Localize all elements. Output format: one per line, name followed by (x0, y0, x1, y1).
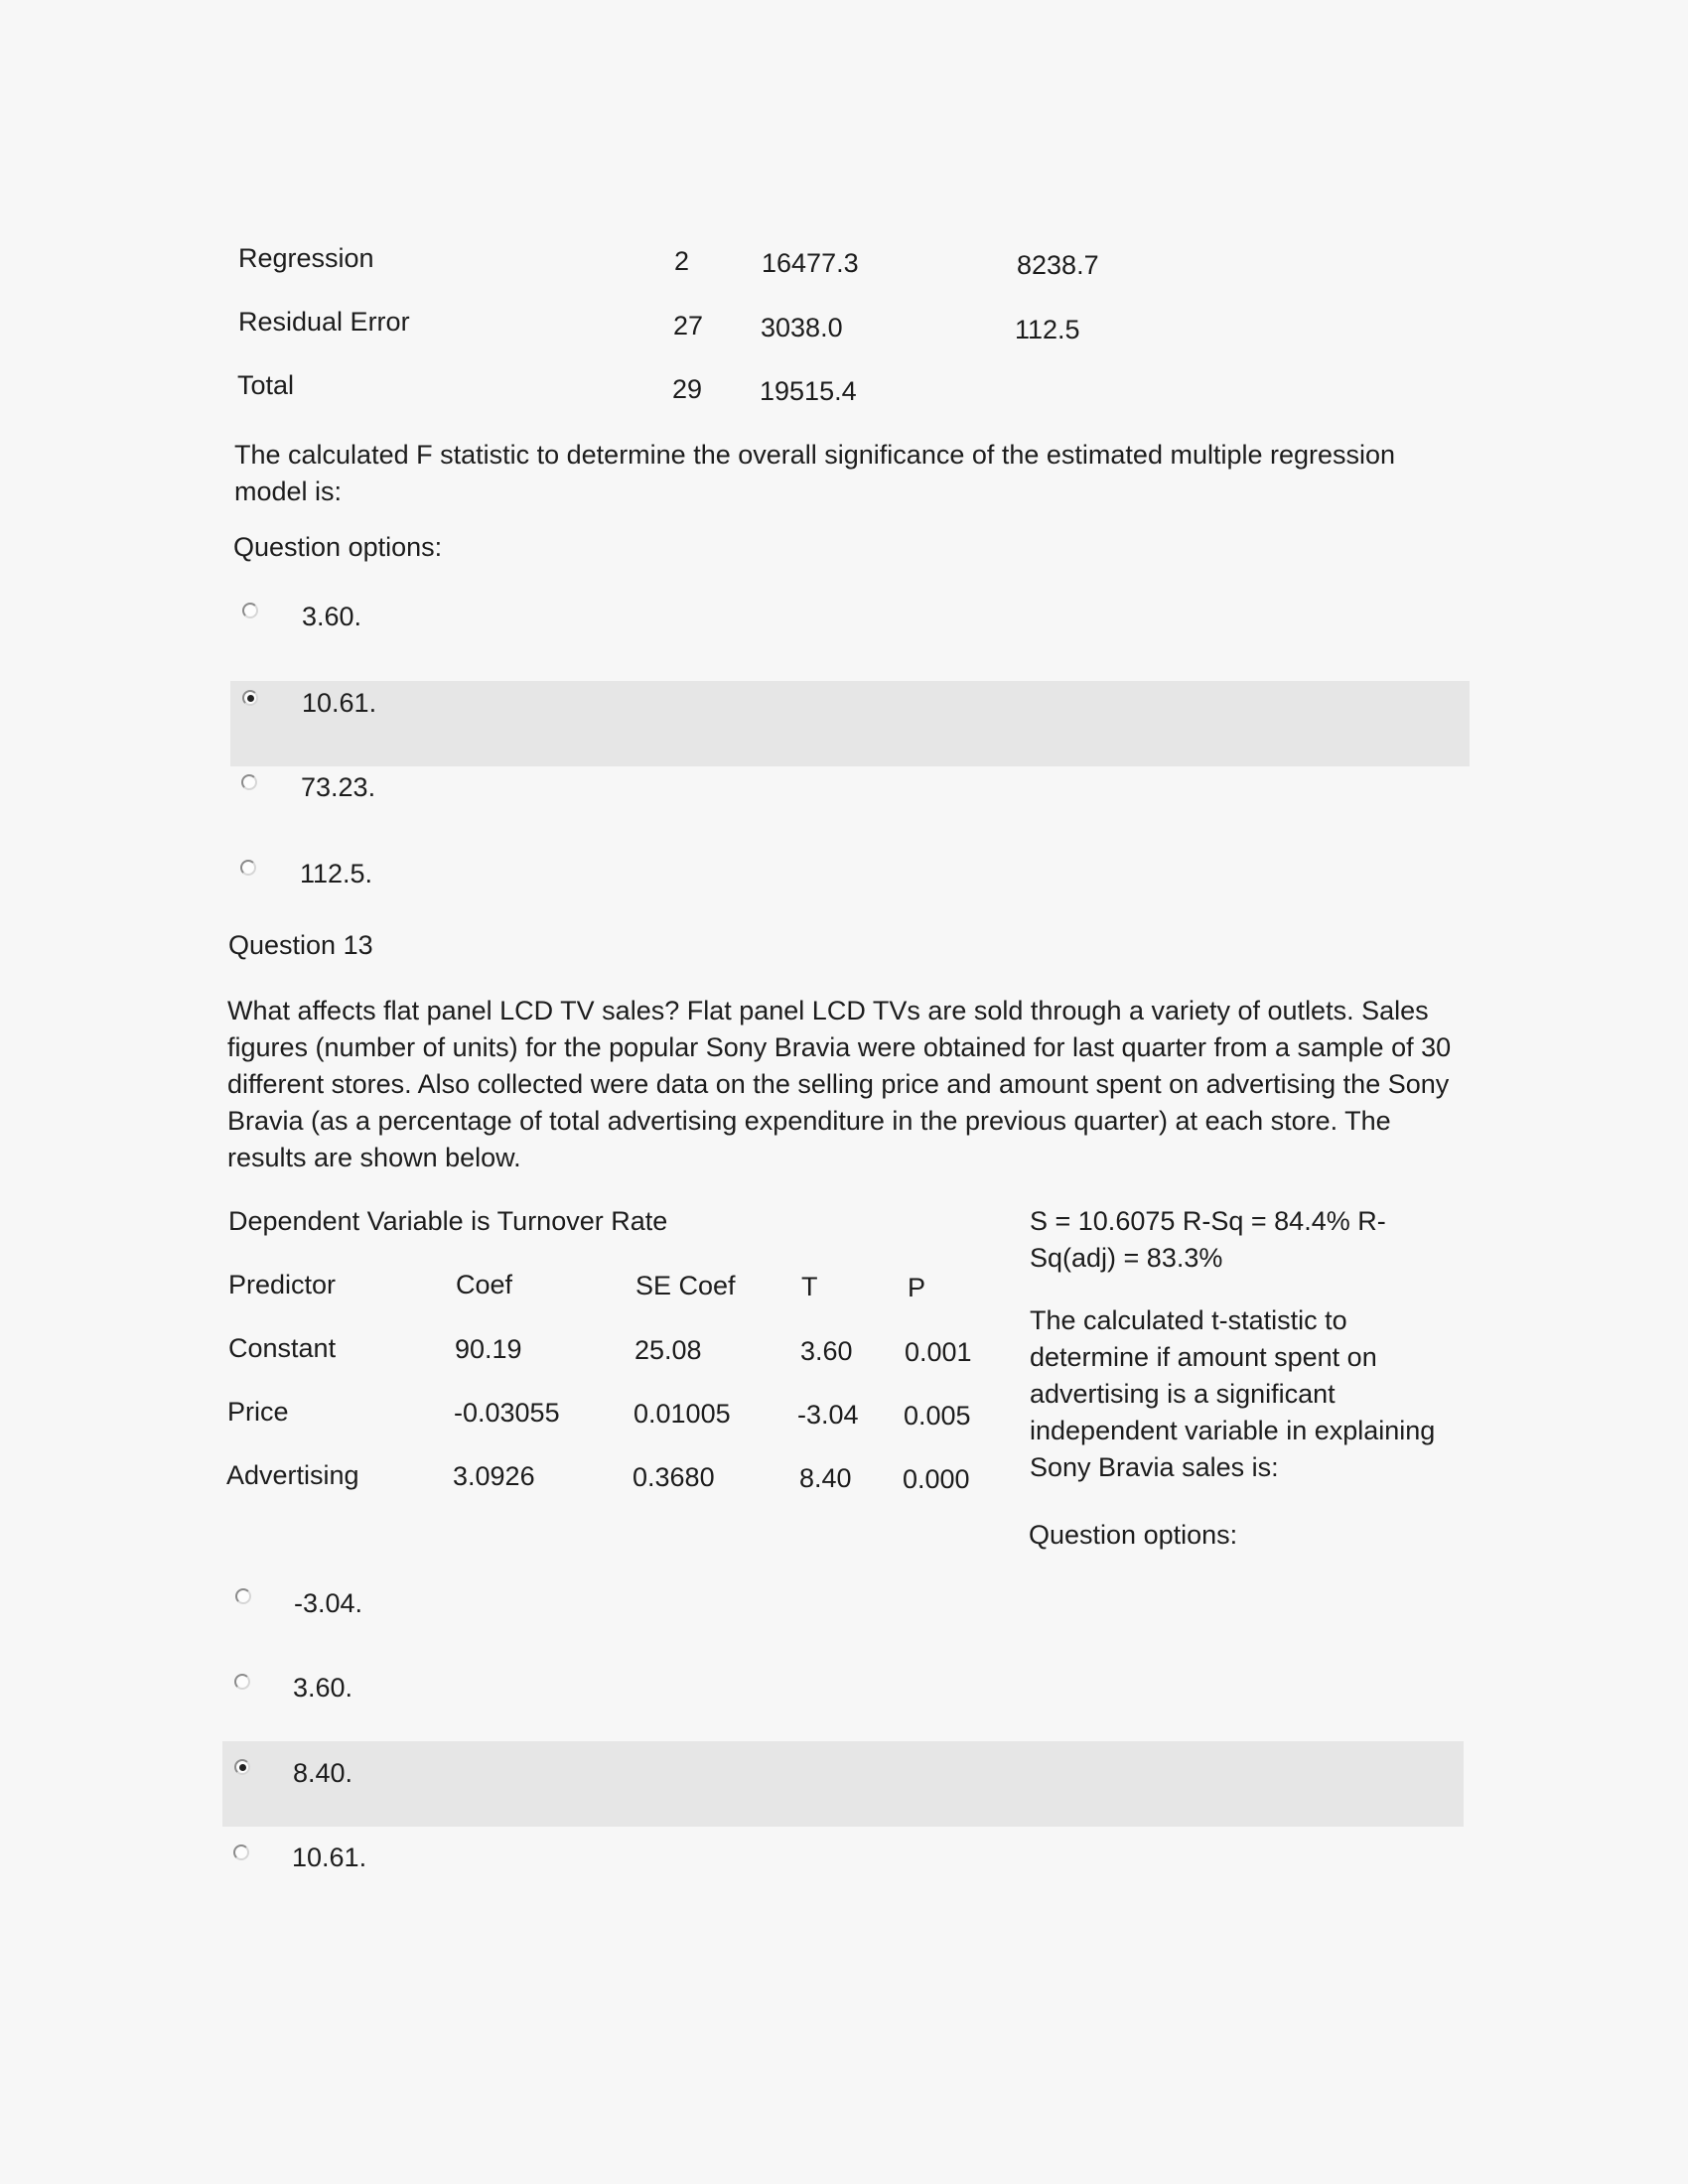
table-cell: -3.04 (797, 1400, 859, 1430)
table-cell: Constant (228, 1333, 337, 1363)
header-cell: Predictor (228, 1270, 337, 1299)
radio-button[interactable] (242, 690, 258, 706)
side-question: The calculated t-statistic to determine if amount spent on advertising is a significant independent variable in explaining Sony Bravia sales is: (1030, 1305, 1436, 1482)
option-label: 10.61. (302, 688, 377, 718)
anova-ss: 3038.0 (761, 313, 843, 342)
q13-options-label: Question options: (1029, 1520, 1238, 1550)
radio-button[interactable] (233, 1844, 249, 1860)
option-label: 3.60. (293, 1673, 353, 1703)
table-cell: Advertising (226, 1460, 359, 1490)
option-label: 73.23. (301, 772, 376, 802)
header-cell: Coef (456, 1270, 513, 1299)
table-cell: 0.000 (903, 1464, 970, 1494)
radio-button[interactable] (234, 1759, 250, 1775)
regression-stats: S = 10.6075 R-Sq = 84.4% R-Sq(adj) = 83.3% (1030, 1206, 1386, 1273)
q12-options-label: Question options: (233, 532, 443, 562)
table-cell: Price (227, 1397, 289, 1427)
anova-ss: 19515.4 (760, 376, 857, 406)
radio-button[interactable] (234, 1674, 250, 1690)
radio-button[interactable] (242, 603, 258, 618)
q12-prompt: The calculated F statistic to determine the overall significance of the estimated multiple regression model is: (234, 440, 1396, 506)
radio-button[interactable] (240, 860, 256, 876)
question-title: Question 13 (228, 930, 373, 960)
dependent-variable-label: Dependent Variable is Turnover Rate (228, 1206, 668, 1236)
header-cell: SE Coef (635, 1271, 736, 1300)
anova-ms: 8238.7 (1017, 250, 1099, 280)
radio-button[interactable] (241, 774, 257, 790)
header-cell: T (801, 1272, 818, 1301)
anova-df: 29 (672, 374, 703, 404)
anova-source: Regression (238, 243, 374, 273)
anova-ss: 16477.3 (762, 248, 859, 278)
option-label: 10.61. (292, 1843, 367, 1872)
anova-source: Total (237, 370, 295, 400)
table-cell: 8.40 (799, 1463, 852, 1493)
option-label: 112.5. (300, 859, 373, 888)
option-label: 3.60. (302, 602, 362, 631)
selected-option-highlight (230, 681, 1470, 766)
anova-df: 27 (673, 311, 704, 341)
selected-option-highlight (222, 1741, 1464, 1827)
table-cell: -0.03055 (454, 1398, 560, 1428)
table-cell: 90.19 (455, 1334, 522, 1364)
header-cell: P (908, 1273, 926, 1302)
option-label: -3.04. (294, 1588, 363, 1618)
table-cell: 0.005 (904, 1401, 971, 1431)
anova-source: Residual Error (238, 307, 410, 337)
table-cell: 0.001 (905, 1337, 972, 1367)
anova-df: 2 (674, 246, 690, 276)
radio-button[interactable] (235, 1588, 251, 1604)
table-cell: 0.3680 (633, 1462, 715, 1492)
q13-prompt: What affects flat panel LCD TV sales? Flat panel LCD TVs are sold through a variety of outlets. Sales figures (number of units) for the popular Sony Bravia were obtained for last quarter from a sample of 30 different stores. Also collected were data on the selling price and amount spent on advertising the Sony Bravia (as a percentage of total advertising expenditure in the previous quarter) at each store. The results are shown below. (227, 996, 1452, 1172)
table-cell: 0.01005 (633, 1399, 731, 1429)
table-cell: 3.0926 (453, 1461, 535, 1491)
table-cell: 25.08 (634, 1335, 702, 1365)
anova-ms: 112.5 (1015, 315, 1080, 344)
table-cell: 3.60 (800, 1336, 853, 1366)
option-label: 8.40. (293, 1758, 353, 1788)
